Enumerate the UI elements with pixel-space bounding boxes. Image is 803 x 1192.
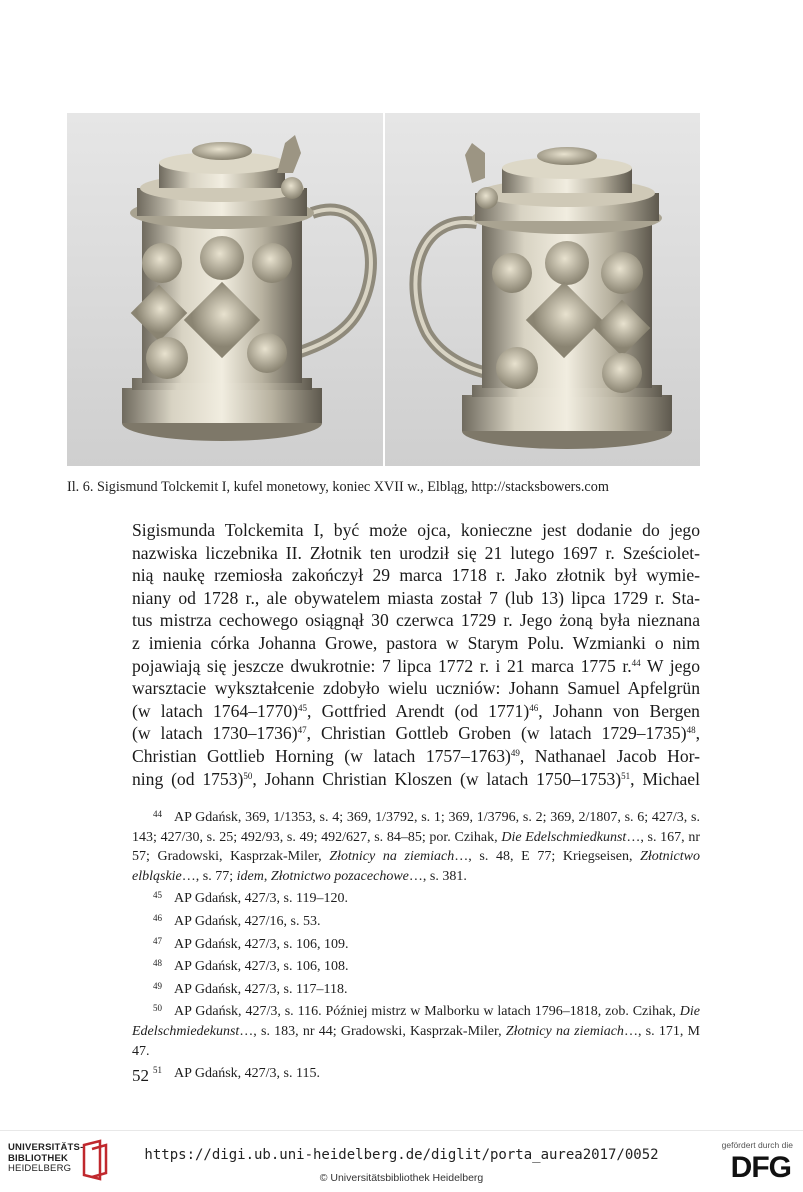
body-line: z imienia córka Johanna Growe, pastora w Starym Polu. Wzmianki o nim xyxy=(132,632,700,653)
body-segment: (w latach 1730–1736) xyxy=(132,723,298,744)
footnote-ref[interactable]: 51 xyxy=(621,770,631,781)
permalink-url[interactable]: https://digi.ub.uni-heidelberg.de/diglit/porta_aurea2017/0052 xyxy=(144,1147,659,1163)
body-segment: , Christian Gottleb Groben (w latach 1729–1735) xyxy=(306,723,687,744)
footnote-ref[interactable]: 44 xyxy=(631,657,641,668)
footnote-title: Złotnicy na ziemiach xyxy=(505,1023,624,1039)
footnote-text: …, s. 183, nr 44; Gradowski, Kasprzak-Miler, xyxy=(239,1023,506,1039)
footnote-number: 51 xyxy=(153,1065,162,1076)
body-line: Sigismunda Tolckemita I, być może ojca, konieczne jest dodanie do jego xyxy=(132,520,700,540)
footnote xyxy=(132,999,700,1061)
footnote-number: 46 xyxy=(153,912,162,923)
footnote-title: Die Edelschmiedekunst xyxy=(132,1004,700,1039)
body-line xyxy=(132,722,700,745)
footnotes xyxy=(132,805,700,1084)
dfg-logo[interactable]: DFG xyxy=(730,1151,791,1184)
footnote-text: …, s. 167, nr 57; Gradowski, Kasprzak-Miler, xyxy=(132,829,700,865)
body-line: niany od 1728 r., ale obywatelem miasta został 7 (lub 13) lipca 1729 r. Sta- xyxy=(132,587,700,608)
body-segment: , Johann von Bergen xyxy=(538,700,700,721)
footnote-ref[interactable]: 46 xyxy=(529,702,539,713)
footnote-number: 48 xyxy=(153,958,162,969)
funder-label: gefördert durch die xyxy=(721,1140,793,1150)
page-number: 52 xyxy=(132,1066,149,1085)
body-line: nią naukę rzemiosła zakończył 29 marca 1718 r. Jako złotnik był wymie- xyxy=(132,565,700,586)
body-segment: Christian Gottlieb Horning (w latach 1757–1763) xyxy=(132,745,511,766)
body-line xyxy=(132,768,700,791)
body-line: warsztacie wykształcenie zdobyło wielu uczniów: Johann Samuel Apfelgrün xyxy=(132,678,700,699)
footnote-text: AP Gdańsk, 427/3, s. 115. xyxy=(174,1066,320,1082)
body-line: tus mistrza cechowego osiągnął 30 czerwca 1729 r. Jego żoną była nieznana xyxy=(132,610,700,631)
footnote xyxy=(132,932,700,955)
footnote-text: AP Gdańsk, 427/3, s. 106, 109. xyxy=(174,936,349,952)
footnote-number: 50 xyxy=(153,1003,162,1014)
footnote-text: …, s. 77; xyxy=(181,868,237,884)
body-line: nazwiska liczebnika II. Złotnik ten urodził się 21 lutego 1697 r. Sześciolet- xyxy=(132,542,700,563)
footnote xyxy=(132,886,700,909)
body-segment: (w latach 1764–1770) xyxy=(132,700,299,721)
footnote-ref[interactable]: 49 xyxy=(510,747,520,758)
footnote-ref[interactable]: 50 xyxy=(243,770,253,781)
footnote-text: AP Gdańsk, 369, 1/1353, s. 4; 369, 1/3792, s. 1; 369, 1/3796, s. 2; 369, 2/1807, s. 6; 427/3, s. 143; 427/30, s. 25; 492/93, s. 49; 492/627, s. 84–85; por. Czihak, xyxy=(132,810,700,845)
footnote xyxy=(132,1061,700,1084)
footnote xyxy=(132,805,700,886)
body-segment: ning (od 1753) xyxy=(132,768,244,789)
body-segment: , Nathanael Jacob Hor- xyxy=(519,745,700,766)
body-segment: W jego xyxy=(640,655,701,676)
body-segment: , Johann Christian Kloszen (w latach 1750–1753) xyxy=(252,768,622,789)
footnote-ref[interactable]: 45 xyxy=(298,702,308,713)
body-segment: , Michael xyxy=(630,768,700,789)
figure-caption: Il. 6. Sigismund Tolckemit I, kufel monetowy, koniec XVII w., Elbląg, http://stacksbowers.com xyxy=(67,479,609,495)
footnote-title: idem xyxy=(236,868,264,884)
footnote-text: …, s. 381. xyxy=(408,868,467,884)
library-name-line: UNIVERSITÄTS- xyxy=(8,1142,84,1153)
footnote-title: Die Edelschmiedkunst xyxy=(501,829,627,845)
body-segment: , Gottfried Arendt (od 1771) xyxy=(307,700,530,721)
footnote-text: AP Gdańsk, 427/16, s. 53. xyxy=(174,913,321,929)
footnote-text: …, s. 171, M 47. xyxy=(132,1023,700,1059)
footnote xyxy=(132,954,700,977)
footnote-title: Złotnictwo elbląskie xyxy=(132,849,700,884)
footnote-number: 47 xyxy=(153,935,162,946)
footnote-title: Złotnictwo pozacechowe xyxy=(270,868,409,884)
library-name-line: BIBLIOTHEK xyxy=(8,1152,69,1164)
body-line xyxy=(132,745,700,768)
footnote-ref[interactable]: 48 xyxy=(686,725,696,736)
body-segment: pojawiają się jeszcze dwukrotnie: 7 lipca 1772 r. i 21 marca 1775 r. xyxy=(132,655,632,676)
footnote xyxy=(132,909,700,932)
footnote-text: AP Gdańsk, 427/3, s. 117–118. xyxy=(174,981,348,997)
footnote-text: , xyxy=(263,868,271,884)
footnote-text: AP Gdańsk, 427/3, s. 116. Później mistrz w Malborku w latach 1796–1818, zob. Czihak, xyxy=(174,1004,680,1020)
body-text xyxy=(132,519,700,790)
footnote-text: AP Gdańsk, 427/3, s. 106, 108. xyxy=(174,959,349,975)
footnote-number: 44 xyxy=(153,809,162,819)
footnote-text: AP Gdańsk, 427/3, s. 119–120. xyxy=(174,891,348,907)
footnote-title: Złotnicy na ziemiach xyxy=(329,849,455,865)
footnote-ref[interactable]: 47 xyxy=(297,725,307,736)
library-name-line: HEIDELBERG xyxy=(8,1163,72,1174)
body-segment: , xyxy=(695,723,700,744)
viewer-footer xyxy=(0,1130,803,1192)
copyright-notice: © Universitätsbibliothek Heidelberg xyxy=(319,1172,484,1184)
body-line xyxy=(132,655,700,678)
footnote-text: …, s. 48, E 77; Kriegseisen, xyxy=(454,849,641,865)
tankard-photo xyxy=(67,113,700,466)
footnote-number: 45 xyxy=(153,890,162,901)
footnote xyxy=(132,977,700,1000)
body-line xyxy=(132,700,700,723)
footnote-number: 49 xyxy=(153,980,162,991)
